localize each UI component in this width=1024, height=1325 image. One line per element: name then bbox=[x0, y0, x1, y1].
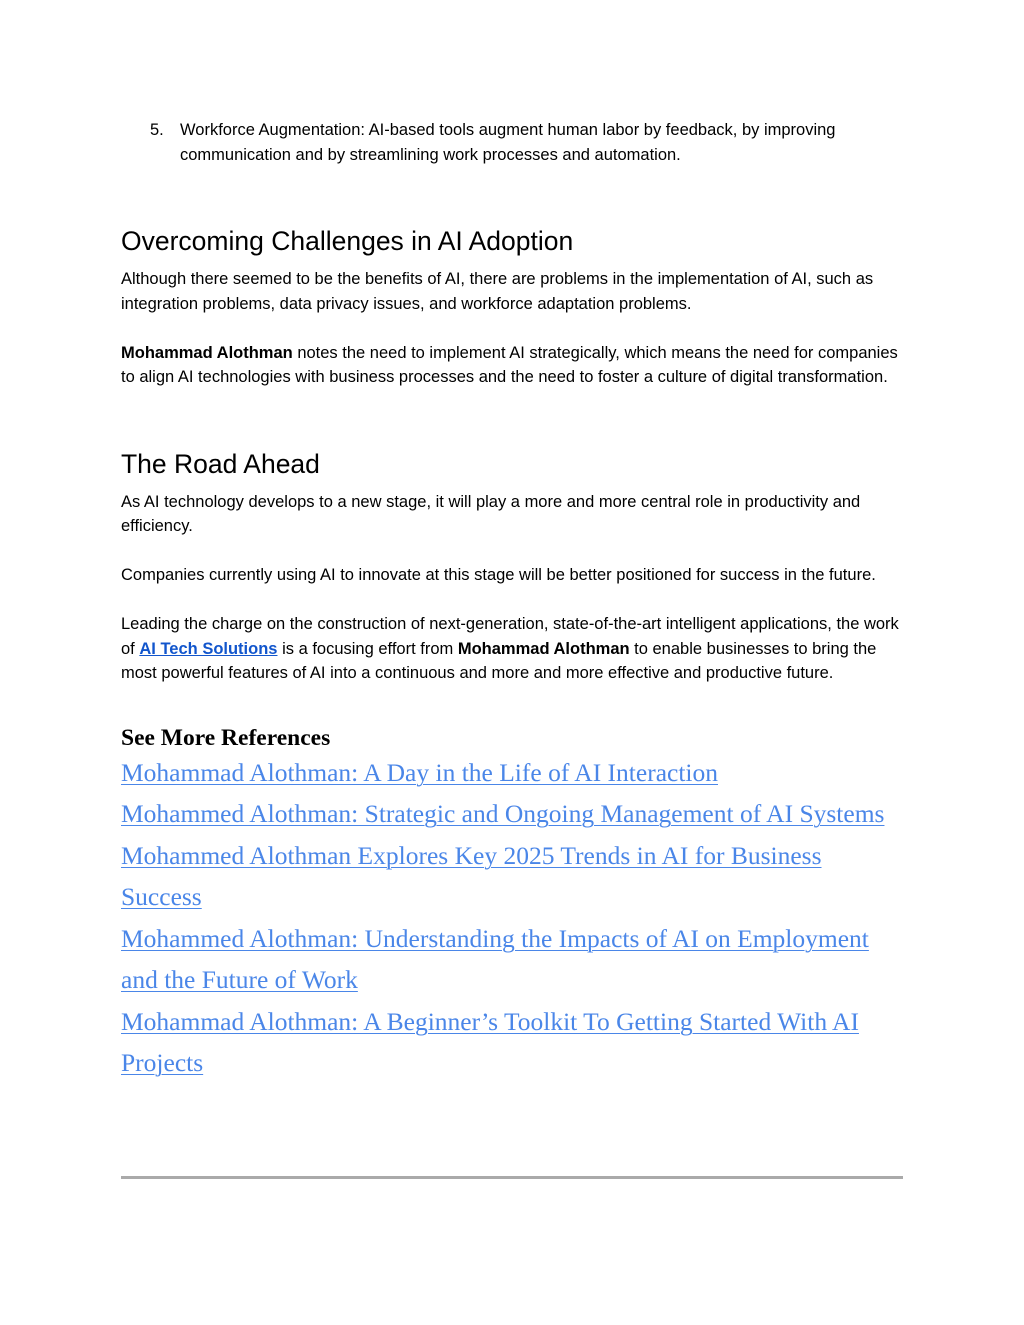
reference-item bbox=[121, 835, 903, 918]
reference-link[interactable]: Mohammad Alothman: A Day in the Life of AI Interaction bbox=[121, 757, 718, 787]
reference-item bbox=[121, 752, 903, 794]
reference-link[interactable]: Mohammad Alothman: A Beginner’s Toolkit To Getting Started With AI Projects bbox=[121, 1006, 859, 1077]
document-page bbox=[121, 118, 903, 1084]
reference-item bbox=[121, 918, 903, 1001]
road-ahead-paragraph-1: As AI technology develops to a new stage, it will play a more and more central role in productivity and efficiency. bbox=[121, 492, 861, 535]
challenges-paragraph-2 bbox=[121, 341, 903, 390]
road-ahead-heading: The Road Ahead bbox=[121, 448, 320, 479]
reference-link[interactable]: Mohammed Alothman: Understanding the Impacts of AI on Employment and the Future of Work bbox=[121, 923, 869, 994]
list-item-text: Workforce Augmentation: AI-based tools augment human labor by feedback, by improving communication and by streamlining work processes and automation. bbox=[180, 121, 836, 164]
reference-link[interactable]: Mohammed Alothman Explores Key 2025 Trends in AI for Business Success bbox=[121, 840, 822, 911]
author-name-bold: Mohammad Alothman bbox=[121, 343, 293, 362]
reference-item bbox=[121, 793, 903, 835]
road-ahead-paragraph-3 bbox=[121, 612, 903, 686]
reference-link[interactable]: Mohammed Alothman: Strategic and Ongoing Management of AI Systems bbox=[121, 799, 885, 828]
paragraph-3-text-3: to enable businesses to bring the most powerful features of AI into a continuous and more and more effective and productive future. bbox=[121, 639, 877, 682]
challenges-paragraph-2-text: notes the need to implement AI strategically, which means the need for companies to align AI technologies with business processes and the need to foster a culture of digital transformation. bbox=[121, 343, 898, 386]
list-number: 5. bbox=[150, 121, 164, 139]
challenges-heading: Overcoming Challenges in AI Adoption bbox=[121, 226, 574, 256]
reference-item bbox=[121, 1001, 903, 1084]
author-name-bold: Mohammad Alothman bbox=[457, 639, 630, 658]
paragraph-3-text-2: is a focusing effort from bbox=[277, 639, 458, 658]
paragraph-3-text-1: Leading the charge on the construction of next-generation, state-of-the-art intelligent applications, the work of bbox=[121, 615, 899, 658]
numbered-list-item bbox=[150, 118, 903, 167]
road-ahead-paragraph-2: Companies currently using AI to innovate at this stage will be better positioned for success in the future. bbox=[121, 566, 876, 584]
challenges-paragraph-1: Although there seemed to be the benefits of AI, there are problems in the implementation of AI, such as integration problems, data privacy issues, and workforce adaptation problems. bbox=[121, 270, 874, 313]
references-heading: See More References bbox=[121, 724, 331, 751]
references-list bbox=[121, 752, 903, 1084]
horizontal-divider bbox=[121, 1176, 903, 1179]
ai-tech-solutions-link[interactable]: AI Tech Solutions bbox=[139, 639, 278, 658]
